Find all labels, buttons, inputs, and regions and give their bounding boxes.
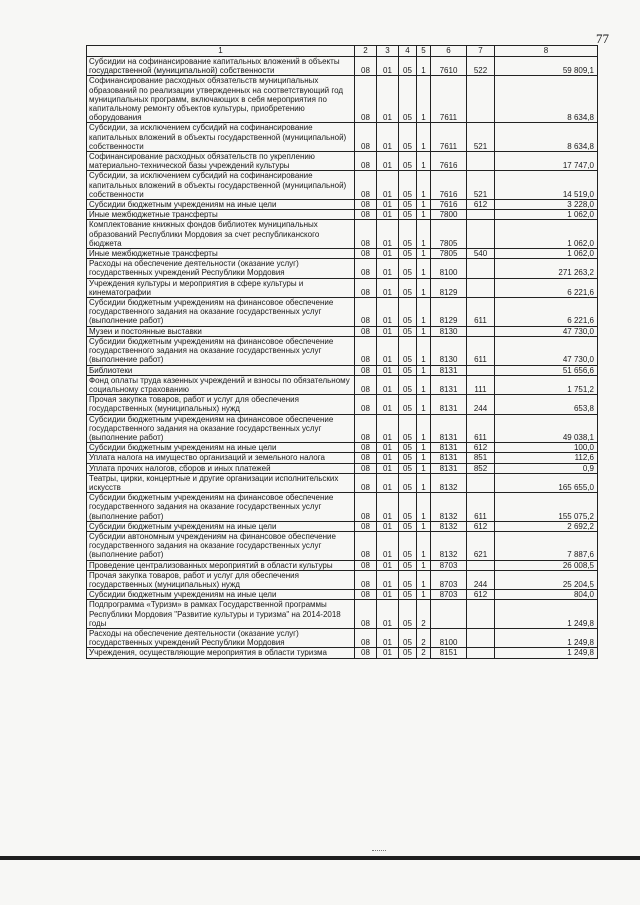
code-cell: 1 — [417, 326, 431, 336]
code-cell: 01 — [377, 57, 399, 76]
code-cell: 1 — [417, 531, 431, 560]
column-header: 1 — [87, 46, 355, 57]
code-cell: 05 — [399, 336, 417, 365]
code-cell: 01 — [377, 76, 399, 123]
code-cell: 05 — [399, 375, 417, 394]
code-cell — [467, 473, 495, 492]
code-cell: 7616 — [431, 200, 467, 210]
table-row — [87, 473, 598, 492]
row-name-cell: Проведение централизованных мероприятий в области культуры — [87, 560, 355, 570]
code-cell: 05 — [399, 473, 417, 492]
code-cell: 08 — [355, 590, 377, 600]
table-row — [87, 152, 598, 171]
code-cell: 08 — [355, 57, 377, 76]
code-cell: 08 — [355, 395, 377, 414]
code-cell: 08 — [355, 628, 377, 647]
code-cell: 01 — [377, 336, 399, 365]
code-cell: 08 — [355, 220, 377, 249]
amount-cell: 7 887,6 — [495, 531, 598, 560]
amount-cell: 0,9 — [495, 463, 598, 473]
code-cell: 521 — [467, 123, 495, 152]
table-row — [87, 443, 598, 453]
code-cell: 01 — [377, 365, 399, 375]
code-cell — [467, 220, 495, 249]
code-cell: 1 — [417, 443, 431, 453]
row-name-cell: Учреждения, осуществляющие мероприятия в области туризма — [87, 648, 355, 658]
code-cell: 1 — [417, 123, 431, 152]
row-name-cell: Субсидии бюджетным учреждениям на иные цели — [87, 200, 355, 210]
row-name-cell: Музеи и постоянные выставки — [87, 326, 355, 336]
code-cell: 111 — [467, 375, 495, 394]
code-cell: 08 — [355, 531, 377, 560]
amount-cell: 112,6 — [495, 453, 598, 463]
code-cell: 08 — [355, 493, 377, 522]
table-row — [87, 493, 598, 522]
code-cell: 1 — [417, 336, 431, 365]
code-cell: 01 — [377, 171, 399, 200]
code-cell: 08 — [355, 278, 377, 297]
code-cell: 01 — [377, 210, 399, 220]
code-cell: 05 — [399, 259, 417, 278]
code-cell: 1 — [417, 298, 431, 327]
amount-cell: 1 249,8 — [495, 600, 598, 629]
row-name-cell: Субсидии, за исключением субсидий на софинансирование капитальных вложений в объекты государственной (муниципальной) собственности — [87, 123, 355, 152]
amount-cell: 49 038,1 — [495, 414, 598, 443]
code-cell: 7805 — [431, 249, 467, 259]
row-name-cell: Иные межбюджетные трансферты — [87, 249, 355, 259]
code-cell: 08 — [355, 171, 377, 200]
row-name-cell: Субсидии автономным учреждениям на финансовое обеспечение государственного задания на оказание государственных услуг (выполнение работ) — [87, 531, 355, 560]
code-cell: 05 — [399, 326, 417, 336]
code-cell: 08 — [355, 375, 377, 394]
code-cell: 05 — [399, 628, 417, 647]
code-cell: 05 — [399, 648, 417, 658]
code-cell: 8132 — [431, 531, 467, 560]
row-name-cell: Софинансирование расходных обязательств по укреплению материально-технической базы учреждений культуры — [87, 152, 355, 171]
code-cell — [467, 326, 495, 336]
code-cell: 8132 — [431, 473, 467, 492]
amount-cell: 155 075,2 — [495, 493, 598, 522]
code-cell: 611 — [467, 493, 495, 522]
table-row — [87, 200, 598, 210]
row-name-cell: Иные межбюджетные трансферты — [87, 210, 355, 220]
amount-cell: 1 062,0 — [495, 210, 598, 220]
code-cell: 08 — [355, 453, 377, 463]
code-cell: 05 — [399, 171, 417, 200]
code-cell: 8131 — [431, 463, 467, 473]
table-row — [87, 453, 598, 463]
amount-cell: 8 634,8 — [495, 76, 598, 123]
table-row — [87, 463, 598, 473]
bottom-rule — [0, 856, 640, 860]
table-row — [87, 298, 598, 327]
table-row — [87, 259, 598, 278]
amount-cell: 51 656,6 — [495, 365, 598, 375]
table-row — [87, 590, 598, 600]
table-row — [87, 628, 598, 647]
amount-cell: 17 747,0 — [495, 152, 598, 171]
code-cell: 01 — [377, 375, 399, 394]
table-body — [87, 57, 598, 659]
code-cell — [467, 76, 495, 123]
code-cell: 01 — [377, 414, 399, 443]
column-header: 4 — [399, 46, 417, 57]
page-number: 77 — [596, 31, 609, 46]
row-name-cell: Субсидии бюджетным учреждениям на финансовое обеспечение государственного задания на оказание государственных услуг (выполнение работ) — [87, 414, 355, 443]
code-cell: 01 — [377, 493, 399, 522]
code-cell: 08 — [355, 336, 377, 365]
amount-cell: 2 692,2 — [495, 521, 598, 531]
row-name-cell: Субсидии бюджетным учреждениям на иные цели — [87, 521, 355, 531]
table-row — [87, 560, 598, 570]
code-cell: 05 — [399, 76, 417, 123]
code-cell — [467, 600, 495, 629]
code-cell: 01 — [377, 326, 399, 336]
table-row — [87, 57, 598, 76]
table-row — [87, 278, 598, 297]
code-cell: 08 — [355, 298, 377, 327]
table-row — [87, 521, 598, 531]
code-cell: 1 — [417, 463, 431, 473]
code-cell: 05 — [399, 152, 417, 171]
code-cell: 08 — [355, 570, 377, 589]
code-cell: 08 — [355, 200, 377, 210]
table-row — [87, 220, 598, 249]
row-name-cell: Учреждения культуры и мероприятия в сфере культуры и кинематографии — [87, 278, 355, 297]
code-cell — [467, 278, 495, 297]
code-cell: 8131 — [431, 414, 467, 443]
amount-cell: 47 730,0 — [495, 326, 598, 336]
code-cell: 08 — [355, 210, 377, 220]
code-cell: 8703 — [431, 560, 467, 570]
code-cell: 1 — [417, 171, 431, 200]
code-cell: 611 — [467, 298, 495, 327]
amount-cell: 100,0 — [495, 443, 598, 453]
row-name-cell: Прочая закупка товаров, работ и услуг для обеспечения государственных (муниципальных) нужд — [87, 395, 355, 414]
code-cell: 01 — [377, 200, 399, 210]
code-cell — [467, 210, 495, 220]
code-cell — [467, 560, 495, 570]
amount-cell: 653,8 — [495, 395, 598, 414]
column-header: 2 — [355, 46, 377, 57]
code-cell: 08 — [355, 365, 377, 375]
code-cell: 244 — [467, 395, 495, 414]
code-cell: 1 — [417, 259, 431, 278]
budget-table — [86, 45, 598, 659]
row-name-cell: Субсидии бюджетным учреждениям на иные цели — [87, 443, 355, 453]
row-name-cell: Театры, цирки, концертные и другие организации исполнительских искусств — [87, 473, 355, 492]
amount-cell: 47 730,0 — [495, 336, 598, 365]
code-cell: 01 — [377, 560, 399, 570]
code-cell: 05 — [399, 493, 417, 522]
code-cell: 05 — [399, 210, 417, 220]
table-row — [87, 375, 598, 394]
code-cell — [467, 648, 495, 658]
code-cell: 01 — [377, 531, 399, 560]
code-cell: 08 — [355, 76, 377, 123]
row-name-cell: Фонд оплаты труда казенных учреждений и взносы по обязательному социальному страхованию — [87, 375, 355, 394]
code-cell: 05 — [399, 249, 417, 259]
amount-cell: 165 655,0 — [495, 473, 598, 492]
code-cell: 522 — [467, 57, 495, 76]
table-row — [87, 336, 598, 365]
code-cell: 08 — [355, 463, 377, 473]
code-cell: 852 — [467, 463, 495, 473]
code-cell: 05 — [399, 560, 417, 570]
code-cell: 1 — [417, 473, 431, 492]
code-cell: 1 — [417, 590, 431, 600]
code-cell: 612 — [467, 443, 495, 453]
code-cell: 8703 — [431, 570, 467, 589]
code-cell: 611 — [467, 414, 495, 443]
table-row — [87, 76, 598, 123]
code-cell: 8131 — [431, 365, 467, 375]
row-name-cell: Субсидии бюджетным учреждениям на финансовое обеспечение государственного задания на оказание государственных услуг (выполнение работ) — [87, 298, 355, 327]
code-cell: 01 — [377, 395, 399, 414]
amount-cell: 26 008,5 — [495, 560, 598, 570]
scan-mark — [372, 850, 386, 853]
code-cell: 05 — [399, 521, 417, 531]
table-row — [87, 600, 598, 629]
code-cell: 08 — [355, 600, 377, 629]
row-name-cell: Субсидии на софинансирование капитальных вложений в объекты государственной (муниципальной) собственности — [87, 57, 355, 76]
code-cell: 08 — [355, 414, 377, 443]
code-cell: 08 — [355, 443, 377, 453]
code-cell: 05 — [399, 590, 417, 600]
row-name-cell: Софинансирование расходных обязательств муниципальных образований по реализации утвержденных на соответствующий год муниципальных программ, включающих в себя мероприятия по капитальному ремонту объектов культуры, приобретению оборудования — [87, 76, 355, 123]
code-cell: 8151 — [431, 648, 467, 658]
code-cell: 01 — [377, 590, 399, 600]
code-cell: 7800 — [431, 210, 467, 220]
code-cell: 01 — [377, 521, 399, 531]
row-name-cell: Уплата налога на имущество организаций и земельного налога — [87, 453, 355, 463]
code-cell — [467, 365, 495, 375]
code-cell: 05 — [399, 57, 417, 76]
amount-cell: 8 634,8 — [495, 123, 598, 152]
code-cell: 1 — [417, 278, 431, 297]
code-cell: 05 — [399, 395, 417, 414]
code-cell: 1 — [417, 453, 431, 463]
code-cell: 1 — [417, 57, 431, 76]
code-cell: 2 — [417, 600, 431, 629]
row-name-cell: Субсидии бюджетным учреждениям на финансовое обеспечение государственного задания на оказание государственных услуг (выполнение работ) — [87, 493, 355, 522]
code-cell: 08 — [355, 560, 377, 570]
code-cell: 08 — [355, 249, 377, 259]
code-cell: 540 — [467, 249, 495, 259]
code-cell: 01 — [377, 648, 399, 658]
code-cell: 08 — [355, 152, 377, 171]
amount-cell: 14 519,0 — [495, 171, 598, 200]
code-cell: 1 — [417, 76, 431, 123]
amount-cell: 3 228,0 — [495, 200, 598, 210]
code-cell: 7611 — [431, 123, 467, 152]
row-name-cell: Расходы на обеспечение деятельности (оказание услуг) государственных учреждений Республики Мордовия — [87, 259, 355, 278]
code-cell: 7805 — [431, 220, 467, 249]
table-row — [87, 531, 598, 560]
code-cell: 1 — [417, 365, 431, 375]
code-cell: 01 — [377, 453, 399, 463]
code-cell: 01 — [377, 628, 399, 647]
code-cell: 01 — [377, 570, 399, 589]
code-cell: 1 — [417, 395, 431, 414]
code-cell: 7616 — [431, 171, 467, 200]
code-cell: 1 — [417, 414, 431, 443]
amount-cell: 25 204,5 — [495, 570, 598, 589]
code-cell — [431, 600, 467, 629]
code-cell: 05 — [399, 443, 417, 453]
code-cell: 8100 — [431, 259, 467, 278]
code-cell: 01 — [377, 220, 399, 249]
code-cell: 7616 — [431, 152, 467, 171]
code-cell: 621 — [467, 531, 495, 560]
code-cell: 05 — [399, 531, 417, 560]
code-cell: 1 — [417, 249, 431, 259]
code-cell: 1 — [417, 375, 431, 394]
code-cell: 01 — [377, 123, 399, 152]
row-name-cell: Субсидии бюджетным учреждениям на иные цели — [87, 590, 355, 600]
code-cell: 7610 — [431, 57, 467, 76]
row-name-cell: Уплата прочих налогов, сборов и иных платежей — [87, 463, 355, 473]
code-cell — [467, 628, 495, 647]
code-cell: 05 — [399, 298, 417, 327]
row-name-cell: Библиотеки — [87, 365, 355, 375]
amount-cell: 6 221,6 — [495, 278, 598, 297]
code-cell: 05 — [399, 278, 417, 297]
table-row — [87, 210, 598, 220]
code-cell: 611 — [467, 336, 495, 365]
code-cell: 05 — [399, 570, 417, 589]
code-cell: 08 — [355, 123, 377, 152]
code-cell: 08 — [355, 473, 377, 492]
code-cell: 05 — [399, 365, 417, 375]
column-header: 5 — [417, 46, 431, 57]
code-cell: 01 — [377, 600, 399, 629]
table-row — [87, 414, 598, 443]
code-cell: 8131 — [431, 453, 467, 463]
code-cell: 8130 — [431, 336, 467, 365]
code-cell: 612 — [467, 200, 495, 210]
code-cell: 1 — [417, 493, 431, 522]
table-row — [87, 171, 598, 200]
code-cell: 08 — [355, 326, 377, 336]
row-name-cell: Комплектование книжных фондов библиотек муниципальных образований Республики Мордовия за счет республиканского бюджета — [87, 220, 355, 249]
code-cell: 1 — [417, 200, 431, 210]
code-cell: 01 — [377, 463, 399, 473]
code-cell: 05 — [399, 123, 417, 152]
column-header: 3 — [377, 46, 399, 57]
code-cell: 8129 — [431, 298, 467, 327]
amount-cell: 1 249,8 — [495, 648, 598, 658]
code-cell: 8703 — [431, 590, 467, 600]
amount-cell: 59 809,1 — [495, 57, 598, 76]
code-cell: 612 — [467, 521, 495, 531]
code-cell: 521 — [467, 171, 495, 200]
amount-cell: 6 221,6 — [495, 298, 598, 327]
code-cell: 1 — [417, 220, 431, 249]
table-row — [87, 648, 598, 658]
code-cell: 8129 — [431, 278, 467, 297]
code-cell: 1 — [417, 210, 431, 220]
code-cell: 05 — [399, 220, 417, 249]
code-cell: 05 — [399, 453, 417, 463]
amount-cell: 1 062,0 — [495, 220, 598, 249]
code-cell: 7611 — [431, 76, 467, 123]
row-name-cell: Подпрограмма «Туризм» в рамках Государственной программы Республики Мордовия "Развитие культуры и туризма" на 2014-2018 годы — [87, 600, 355, 629]
code-cell: 851 — [467, 453, 495, 463]
code-cell: 05 — [399, 414, 417, 443]
code-cell: 612 — [467, 590, 495, 600]
table-row — [87, 570, 598, 589]
amount-cell: 1 751,2 — [495, 375, 598, 394]
table-row — [87, 249, 598, 259]
code-cell: 01 — [377, 298, 399, 327]
row-name-cell: Субсидии, за исключением субсидий на софинансирование капитальных вложений в объекты государственной (муниципальной) собственности — [87, 171, 355, 200]
amount-cell: 1 062,0 — [495, 249, 598, 259]
code-cell: 01 — [377, 443, 399, 453]
table-row — [87, 123, 598, 152]
table-row — [87, 395, 598, 414]
row-name-cell: Расходы на обеспечение деятельности (оказание услуг) государственных учреждений Республики Мордовия — [87, 628, 355, 647]
code-cell: 8131 — [431, 443, 467, 453]
amount-cell: 804,0 — [495, 590, 598, 600]
code-cell: 8130 — [431, 326, 467, 336]
column-header: 6 — [431, 46, 467, 57]
code-cell: 8100 — [431, 628, 467, 647]
code-cell: 1 — [417, 560, 431, 570]
code-cell: 01 — [377, 152, 399, 171]
code-cell: 01 — [377, 278, 399, 297]
code-cell: 1 — [417, 152, 431, 171]
code-cell: 8132 — [431, 521, 467, 531]
code-cell: 08 — [355, 521, 377, 531]
code-cell: 1 — [417, 570, 431, 589]
code-cell: 05 — [399, 600, 417, 629]
code-cell: 01 — [377, 473, 399, 492]
column-header: 7 — [467, 46, 495, 57]
code-cell: 05 — [399, 463, 417, 473]
code-cell: 244 — [467, 570, 495, 589]
code-cell: 08 — [355, 259, 377, 278]
code-cell: 2 — [417, 648, 431, 658]
code-cell: 01 — [377, 249, 399, 259]
code-cell — [467, 259, 495, 278]
code-cell: 2 — [417, 628, 431, 647]
code-cell: 8131 — [431, 395, 467, 414]
amount-cell: 271 263,2 — [495, 259, 598, 278]
code-cell: 01 — [377, 259, 399, 278]
row-name-cell: Прочая закупка товаров, работ и услуг для обеспечения государственных (муниципальных) нужд — [87, 570, 355, 589]
table-row — [87, 365, 598, 375]
column-header: 8 — [495, 46, 598, 57]
code-cell: 1 — [417, 521, 431, 531]
code-cell: 05 — [399, 200, 417, 210]
code-cell: 8132 — [431, 493, 467, 522]
table-row — [87, 326, 598, 336]
table-header-row — [87, 46, 598, 57]
row-name-cell: Субсидии бюджетным учреждениям на финансовое обеспечение государственного задания на оказание государственных услуг (выполнение работ) — [87, 336, 355, 365]
code-cell: 8131 — [431, 375, 467, 394]
amount-cell: 1 249,8 — [495, 628, 598, 647]
code-cell — [467, 152, 495, 171]
code-cell: 08 — [355, 648, 377, 658]
